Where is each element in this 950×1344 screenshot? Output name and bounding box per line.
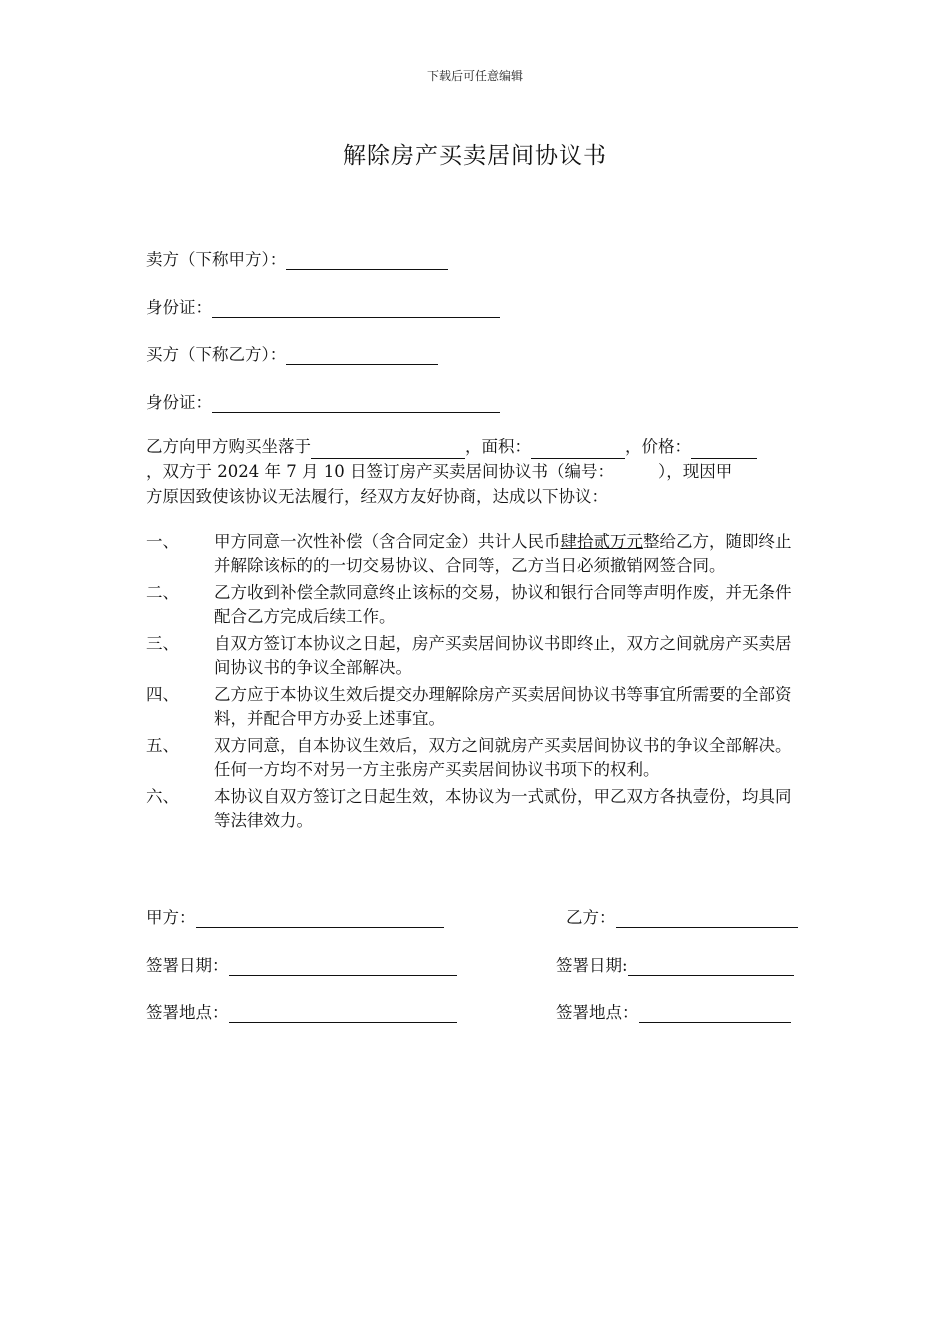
seller-label: 卖方（下称甲方）：: [146, 250, 287, 269]
buyer-field: [146, 341, 438, 365]
seller-id-field: [146, 294, 500, 318]
clause-number: 六、: [146, 787, 179, 806]
intro-part2: ，面积：: [465, 437, 531, 456]
clause-5: [146, 734, 806, 781]
intro-line-2: [146, 459, 806, 484]
place-a-signature: [146, 999, 457, 1023]
party-b-blank[interactable]: [616, 909, 798, 928]
clause-number: 三、: [146, 634, 179, 653]
date-b-signature: [556, 952, 794, 976]
clause-2: [146, 581, 806, 628]
clause-text: 乙方应于本协议生效后提交办理解除房产买卖居间协议书等事宜所需要的全部资料，并配合甲方办妥上述事宜。: [214, 685, 792, 728]
clause-4: [146, 683, 806, 730]
date-a-blank[interactable]: [229, 957, 457, 976]
compensation-amount: 肆拾贰万元: [560, 532, 643, 551]
clause-text-pre: 甲方同意一次性补偿（含合同定金）共计人民币: [214, 532, 561, 551]
buyer-id-blank[interactable]: [212, 394, 500, 413]
place-b-label: 签署地点：: [556, 1003, 639, 1022]
place-a-blank[interactable]: [229, 1004, 457, 1023]
header-note: 下载后可任意编辑: [426, 69, 523, 83]
intro-line-3: [146, 484, 806, 509]
intro-paragraph: [146, 434, 806, 509]
clause-number: 二、: [146, 583, 179, 602]
seller-id-blank[interactable]: [212, 299, 500, 318]
date-b-label: 签署日期:: [556, 956, 628, 975]
clause-text-post: 整给乙方，随即终止并解除该标的的一切交易协议、合同等，乙方当日必须撤销网签合同。: [214, 532, 792, 575]
clause-number: 五、: [146, 736, 179, 755]
date-b-blank[interactable]: [628, 957, 794, 976]
clause-text: 本协议自双方签订之日起生效，本协议为一式贰份，甲乙双方各执壹份，均具同等法律效力。: [214, 787, 792, 830]
party-b-label: 乙方：: [566, 908, 616, 927]
clause-number: 四、: [146, 685, 179, 704]
buyer-blank[interactable]: [286, 346, 438, 365]
party-a-label: 甲方：: [146, 908, 196, 927]
seller-field: [146, 246, 448, 270]
intro-line3: 方原因致使该协议无法履行，经双方友好协商，达成以下协议：: [146, 487, 608, 506]
buyer-id-label: 身份证：: [146, 393, 212, 412]
intro-part1: 乙方向甲方购买坐落于: [146, 437, 311, 456]
clause-text: 自双方签订本协议之日起，房产买卖居间协议书即终止，双方之间就房产买卖居间协议书的争议全部解决。: [214, 634, 792, 677]
clause-1: [146, 530, 806, 577]
party-a-blank[interactable]: [196, 909, 444, 928]
clause-6: [146, 785, 806, 832]
clause-list: [146, 530, 806, 832]
clause-text: 乙方收到补偿全款同意终止该标的交易，协议和银行合同等声明作废，并无条件配合乙方完成后续工作。: [214, 583, 792, 626]
clause-number: 一、: [146, 532, 179, 551]
place-a-label: 签署地点：: [146, 1003, 229, 1022]
seller-blank[interactable]: [286, 251, 448, 270]
location-blank[interactable]: [311, 440, 465, 459]
area-blank[interactable]: [531, 440, 625, 459]
intro-line-1: [146, 434, 806, 459]
date-a-signature: [146, 952, 457, 976]
place-b-signature: [556, 999, 791, 1023]
party-b-signature: [566, 904, 798, 928]
date-a-label: 签署日期：: [146, 956, 229, 975]
buyer-id-field: [146, 389, 500, 413]
intro-part3: ，价格：: [625, 437, 691, 456]
intro-line2b: ），现因甲: [657, 462, 733, 481]
clause-text: [214, 530, 799, 577]
place-b-blank[interactable]: [639, 1004, 791, 1023]
price-blank[interactable]: [691, 440, 757, 459]
clause-text: 双方同意，自本协议生效后，双方之间就房产买卖居间协议书的争议全部解决。任何一方均不对另一方主张房产买卖居间协议书项下的权利。: [214, 736, 792, 779]
intro-line2a: ，双方于 2024 年 7 月 10 日签订房产买卖居间协议书（编号：: [146, 462, 614, 481]
party-a-signature: [146, 904, 444, 928]
clause-3: [146, 632, 806, 679]
buyer-label: 买方（下称乙方）：: [146, 345, 287, 364]
seller-id-label: 身份证：: [146, 298, 212, 317]
document-title: 解除房产买卖居间协议书: [343, 143, 607, 169]
